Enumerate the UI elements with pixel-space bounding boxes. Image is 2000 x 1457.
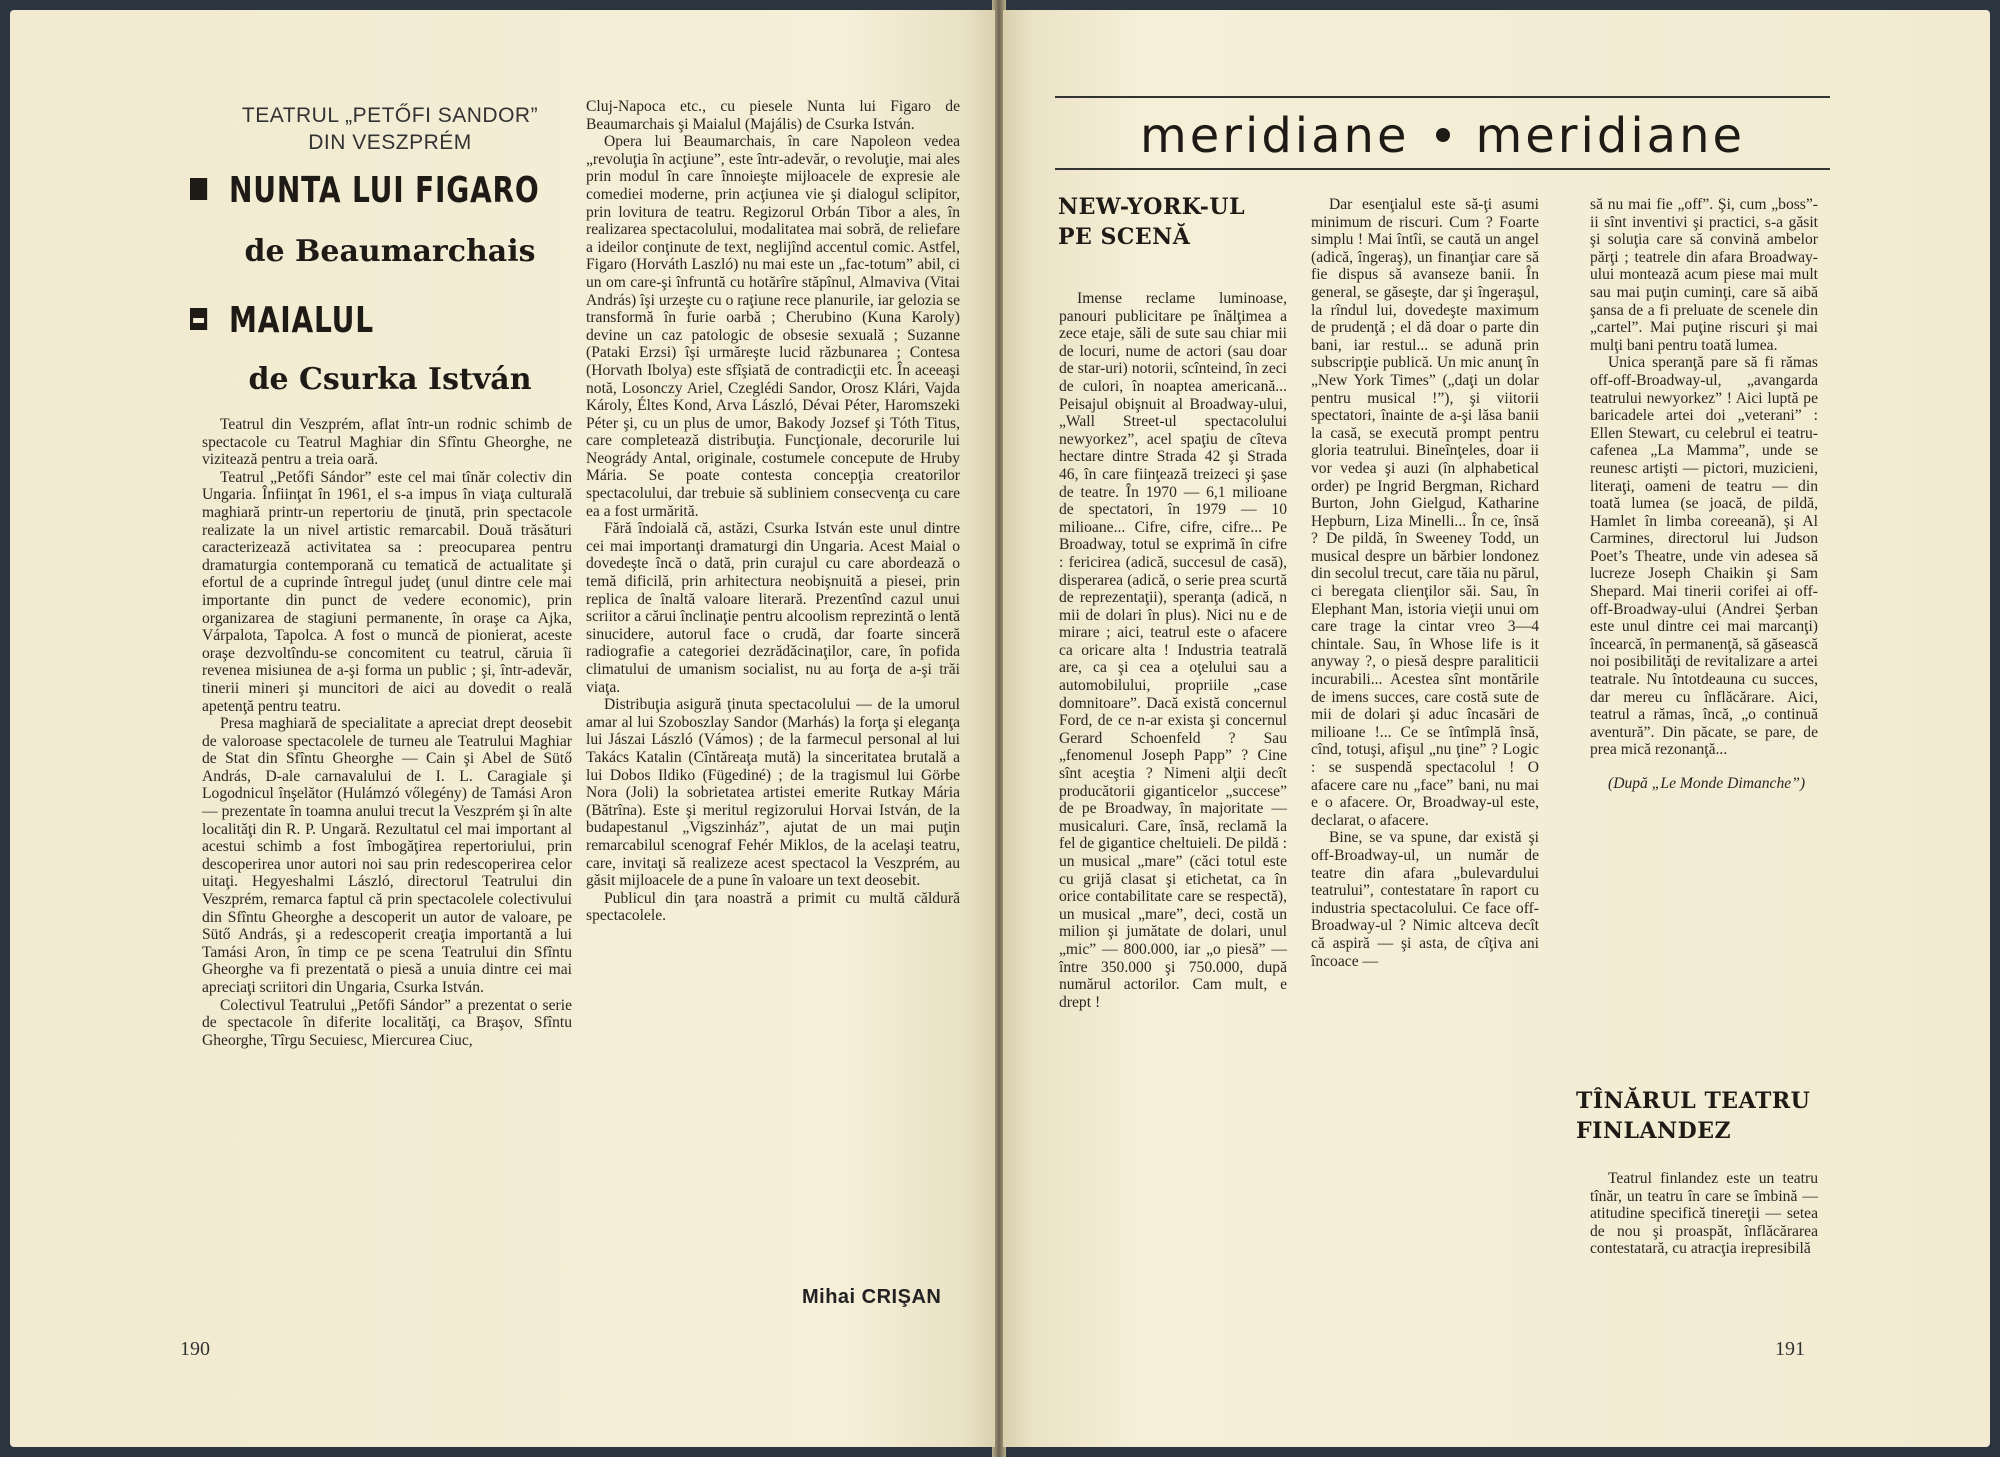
paragraph: Publicul din ţara noastră a primit cu multă căldură spectacolele. xyxy=(586,889,960,925)
paragraph: Dar esenţialul este să-ţi asumi minimum de riscuri. Cum ? Foarte simplu ! Mai întîi, se caută un angel (adică, îngeraş), un finanţiar care să fie dispus să avanseze banii. În general, se găseşte, dar şi îngeraşul, la rîndul lui, dovedeşte maximum de prudenţă ; el dă doar o parte din bani, iar restul... se adună prin subscripţie publică. Un mic anunţ în „New York Times” („daţi un dolar pentru musical !”), şi viitorii spectatori, înainte de a-şi lăsa banii la casă, se execută prompt pentru gloria teatrului. Bineînţeles, doar ii vor vedea şi auzi (în alphabetical order) pe Ingrid Bergman, Richard Burton, John Gielgud, Katharine Hepburn, Liza Minelli... În ce, însă ? De pildă, în Sweeney Todd, un musical despre un bărbier londonez din secolul trecut, care tăia nu părul, ci beregata clienţilor săi. Sau, în Elephant Man, istoria vieţii unui om care trage la cintar vreo 3—4 chintale. Sau, în Whose life is it anyway ?, o piesă despre paraliticii incurabili... Acestea sînt montările de imens succes, care costă sute de mii de dolari şi aduc încasări de milioane !... Ce se întîmplă însă, cînd, totuşi, afişul „nu ţine” ? Logic : se suspendă spectacolul ! O afacere care nu „face” bani, nu mai e o afacere. Or, Broadway-ul este, declarat, o afacere. xyxy=(1311,196,1539,829)
section-title-new-york xyxy=(1058,192,1245,252)
play2-title: MAIALUL xyxy=(190,300,374,341)
paragraph: Colectivul Teatrului „Petőfi Sándor” a prezentat o serie de spectacole în diferite localităţi, ca Braşov, Sfîntu Gheorghe, Tîrgu Secuiesc, Miercurea Ciuc, xyxy=(202,996,572,1049)
bullet-dot-icon xyxy=(1436,128,1450,142)
paragraph: Distribuţia asigură ţinuta spectacolului — de la umorul amar al lui Szoboszlay Sandor (Marhás) la forţa şi eleganţa lui Jászai László (Vámos) ; de la farmecul personal al lui Takács Katalin (Cîntăreaţa mută) la sinceritatea brutală a lui Dobos Ildiko (Fügediné) ; de la tragismul lui Görbe Nora (Joli) la sobrietatea artistei emerite Rutkay Mária (Bătrîna). Este şi meritul regizorului Horvai István, de la budapestanul „Vigszinház”, ajutat de un mai puţin remarcabilul scenograf Fehér Miklos, de la acelaşi teatru, care, invitaţi să realizeze acest spectacol la Veszprém, au găsit mijloacele de a pune în valoare un text deosebit. xyxy=(586,696,960,890)
paragraph: Teatrul finlandez este un teatru tînăr, un teatru în care se îmbină — atitudine specifică tinereţii — setea de nou şi proaspăt, înflăcărarea contestatară, cu atracţia irepresibilă xyxy=(1590,1170,1818,1258)
section-title-line: NEW-YORK-UL xyxy=(1058,194,1246,220)
banner-bottom-rule xyxy=(1055,168,1830,170)
right-page xyxy=(1003,10,1990,1447)
theatre-heading-line-1: TEATRUL „PETŐFI SANDOR” xyxy=(241,104,539,127)
paragraph: Cluj-Napoca etc., cu piesele Nunta lui Figaro de Beaumarchais şi Maialul (Majális) de Csurka István. xyxy=(586,98,960,133)
right-column-3-b xyxy=(1590,1170,1818,1258)
right-column-2 xyxy=(1311,196,1539,970)
page-number-right: 191 xyxy=(1775,1338,1805,1360)
banner-word: meridiane xyxy=(1475,108,1746,164)
play1-author: de Beaumarchais xyxy=(244,234,536,269)
banner-top-rule xyxy=(1055,96,1830,98)
paragraph: Teatrul din Veszprém, aflat într-un rodnic schimb de spectacole cu Teatrul Maghiar din Sfîntu Gheorghe, ne vizitează pentru a treia oară. xyxy=(202,416,572,469)
section-title-finnish-theatre xyxy=(1576,1086,1810,1146)
square-bullet-icon xyxy=(190,308,207,330)
paragraph: Presa maghiară de specialitate a apreciat drept deosebit de valoroase spectacolele de turneu ale Teatrului Maghiar de Stat din Sfîntu Gheorghe — Cain şi Abel de Sütő András, D-ale carnavalului de I. L. Caragiale şi Logodnicul înşelător (Hulámzó vőlegény) de Tamási Aron — prezentate în toamna anului trecut la Veszprém şi în alte localităţi din R. P. Ungară. Rezultatul cel mai important al acestui schimb a fost îmbogăţirea repertoriului, prin descoperirea unor autori noi sau prin redescoperirea celor uitaţi. Hegyeshalmi László, directorul Teatrului din Veszprém, remarca faptul că prin spectacolele colectivului din Sfîntu Gheorghe a descoperit un autor de valoare, pe Sütő András, şi a redescoperit creaţia importantă a lui Tamási Aron, în timp ce pe scena Teatrului din Sfîntu Gheorghe va fi prezentată o piesă a unuia dintre cei mai apreciaţi scriitori din Ungaria, Csurka István. xyxy=(202,715,572,996)
paragraph: Teatrul „Petőfi Sándor” este cel mai tînăr colectiv din Ungaria. Înfiinţat în 1961, el s-a impus în viaţa culturală maghiară printr-un repertoriu de ţinută, prin spectacole realizate la un nivel artistic remarcabil. Două trăsături caracterizează activitatea sa : preocuparea pentru dramaturgia contemporană cu tematică de actualitate şi efortul de a cuprinde întregul judeţ (unul dintre cele mai importante din punct de vedere economic), prin organizarea de stagiuni permanente, în oraşe ca Ajka, Várpalota, Tapolca. A fost o muncă de pionierat, aceste oraşe dezvoltîndu-se concomitent cu teatrul, căruia îi revenea misiunea de a-şi forma un public ; şi, într-adevăr, tinerii mineri şi muncitori de aici au dovedit o reală apetenţă pentru teatru. xyxy=(202,468,572,715)
paragraph: Unica speranţă pare să fi rămas off-off-Broadway-ul, „avangarda teatrului newyorkez” ! Aici luptă pe baricadele artei doi „veterani” : Ellen Stewart, cu celebrul ei teatru-cafenea „La Mamma”, unde se reunesc artişti — pictori, muzicieni, literaţi, oameni de teatru — din toată lumea (se joacă, de pildă, Hamlet în limba coreeană), şi Al Carmines, directorul lui Judson Poet’s Theatre, unde vin adesea să lucreze Joseph Chaikin şi Sam Shepard. Mai tinerii corifei ai off-off-Broadway-ului (Andrei Şerban este unul dintre cei mai marcanţi) încearcă, în permanenţă, să găsească noi posibilităţi de revitalizare a artei teatrale. Nu întotdeauna cu succes, dar mereu cu înflăcărare. Aici, teatrul a rămas, încă, „o continuă aventură”. Din păcate, se pare, de prea mică rezonanţă... xyxy=(1590,354,1818,759)
page-number-left: 190 xyxy=(180,1338,210,1360)
left-column-2 xyxy=(586,98,960,925)
source-note: (După „Le Monde Dimanche”) xyxy=(1608,775,1806,792)
paragraph: Imense reclame luminoase, panouri publicitare pe înălţimea a zece etaje, săli de sute sau chiar mii de locuri, nume de actori (sau doar de star-uri) notorii, scînteind, în zeci de culori, în noaptea americană... Peisajul obişnuit al Broadway-ului, „Wall Street-ul spectacolului newyorkez”, acel spaţiu de cîteva hectare dintre Strada 42 şi Strada 46, în care fiinţează treizeci şi şase de teatre. În 1970 — 6,1 milioane de spectatori, în 1979 — 10 milioane... Cifre, cifre, cifre... Pe Broadway, totul se exprimă în cifre : fericirea (adică, succesul de casă), disperarea (adică, o serie prea scurtă de reprezentaţii), speranţa (adică, n mii de dolari în plus). Nici nu e de mirare ; aici, teatrul este o afacere ca oricare alta ! Industria teatrală are, ca şi cea a oţelului sau a automobilului, propriile „case domnitoare”. Dacă există concernul Ford, de ce n-ar exista şi concernul Gerard Schoenfeld ? Sau „fenomenul Joseph Papp” ? Cine sînt aceştia ? Nimeni alţii decît producătorii giganticelor „succese” de pe Broadway, în majoritate — musicaluri. Care, însă, reclamă la fel de gigantice cheltuieli. De pildă : un musical „mare” (căci totul este cu grijă clasat şi etichetat, ca în orice contabilitate care se respectă), un musical „mare”, deci, costă un milion şi jumătate de dolari, unul „mic” — 800.000, iar „o piesă” — între 350.000 şi 750.000, după numărul actorilor. Cam mult, e drept ! xyxy=(1059,290,1287,1011)
right-column-1 xyxy=(1059,290,1287,1011)
right-column-3 xyxy=(1590,196,1818,793)
section-title-line: TÎNĂRUL TEATRU xyxy=(1576,1088,1811,1114)
paragraph: Fără îndoială că, astăzi, Csurka István este unul dintre cei mai importanţi dramaturgi din Ungaria. Acest Maial o dovedeşte încă o dată, prin curajul cu care abordează o temă dificilă, prin arhitectura neobişnuită a piesei, prin replica de înaltă valoare literară. Prezentînd cazul unui scriitor a cărui înclinaţie pentru alcoolism reprezintă o lentă sinucidere, autorul face o crudă, dar foarte sinceră radiografie a categoriei dezrădăcinaţilor, care, în pofida climatului de umanism socialist, nu au forţa de a-şi trăi viaţa. xyxy=(586,520,960,696)
left-column-1 xyxy=(202,416,572,1049)
paragraph: să nu mai fie „off”. Şi, cum „boss”-ii sînt inventivi şi practici, s-a găsit şi soluţia care să convină ambelor părţi ; teatrele din afara Broadway-ului montează acum piese mai mult sau mai puţin cuminţi, care să aibă şansa de a fi preluate de scenele din „cartel”. Mai puţine riscuri şi mai mulţi bani pentru toată lumea. xyxy=(1590,196,1818,354)
play1-title: NUNTA LUI FIGARO xyxy=(190,170,540,211)
theatre-heading-line-2: DIN VESZPRÉM xyxy=(308,131,472,154)
section-banner xyxy=(1055,108,1830,164)
paragraph: Opera lui Beaumarchais, în care Napoleon vedea „revoluţia în acţiune”, este într-adevăr, o revoluţie, mai ales prin modul în care înnoieşte mijloacele de expresie ale comediei moderne, prin acţiunea vie şi dialogul sclipitor, prin lovitura de teatru. Regizorul Orbán Tibor a ales, în realizarea spectacolului, modalitatea mai sobră, de reliefare a ideilor conţinute de text, neglijînd accentul comic. Astfel, Figaro (Horváth Laszló) nu mai este un „fac-totum” abil, ci un om care-şi înfruntă cu hotărîre stăpînul, Almaviva (Vitai András) îşi urzeşte cu o raţiune rece planurile, iar gelozia se transformă în furie oarbă ; Cherubino (Kuna Karoly) devine un caz patologic de obsesie sexuală ; Suzanne (Pataki Erzsi) îşi urmăreşte lucid răzbunarea ; Contesa (Horvath Ibolya) este sfîşiată de contradicţii etc. În aceeaşi notă, Losonczy Ariel, Czeglédi Sandor, Orosz Klári, Vajda Károly, Éltes Kond, Arva László, Dévai Péter, Haromszeki Péter şi, cu un plus de umor, Bakody Jozsef şi Tóth Titus, care completează distribuţia. Funcţionale, decorurile lui Neogrády Antal, originale, costumele concepute de Hruby Mária. Se poate contesta concepţia creatorilor spectacolului, dar trebuie să subliniem consecvenţa cu care ea a fost urmărită. xyxy=(586,133,960,520)
theatre-heading xyxy=(210,102,570,156)
section-title-line: FINLANDEZ xyxy=(1576,1118,1732,1144)
left-page xyxy=(10,10,995,1447)
section-title-line: PE SCENĂ xyxy=(1058,224,1191,250)
play2-author: de Csurka István xyxy=(248,362,532,397)
banner-word: meridiane xyxy=(1139,108,1410,164)
paragraph: Bine, se va spune, dar există şi off-Broadway-ul, un număr de teatre din afara „bulevardului teatrului”, contestatare în raport cu industria spectacolului. Ce face off-Broadway-ul ? Nimic altceva decît că aspiră — şi asta, de cîţiva ani încoace — xyxy=(1311,829,1539,970)
square-bullet-icon xyxy=(190,178,207,200)
author-signature: Mihai CRIŞAN xyxy=(802,1286,942,1308)
